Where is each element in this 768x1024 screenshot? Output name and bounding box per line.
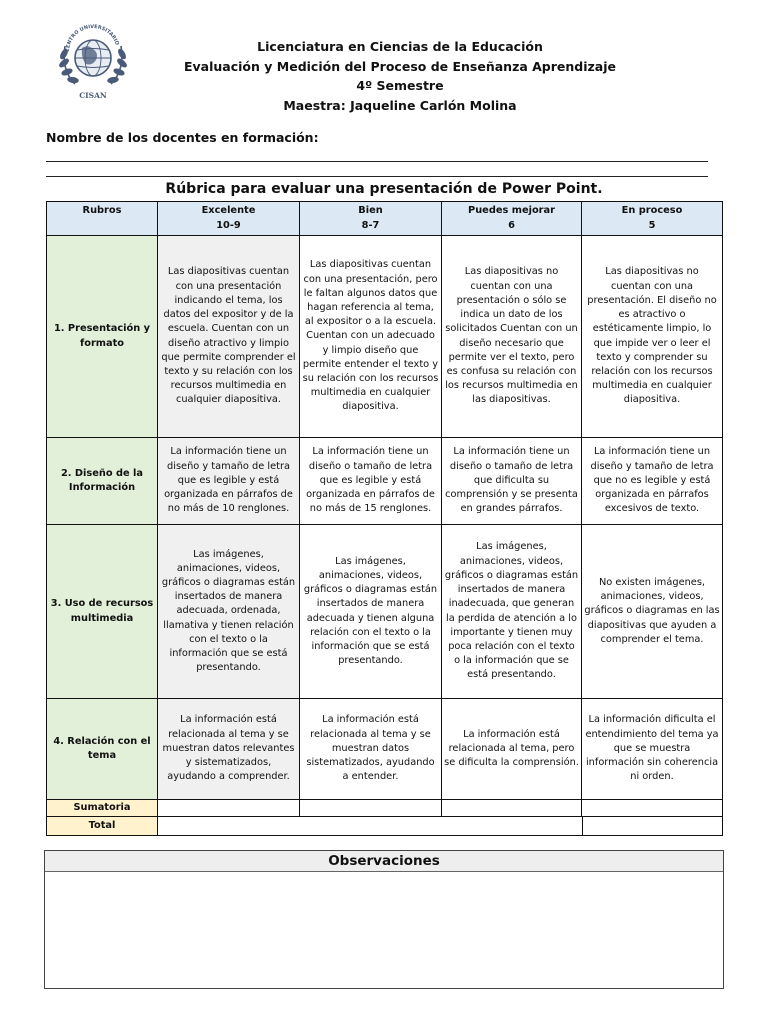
rubro-label: 1. Presentación y formato xyxy=(47,236,158,438)
total-row xyxy=(47,817,723,836)
cisan-logo xyxy=(55,18,131,102)
header-program: Licenciatura en Ciencias de la Educación xyxy=(257,39,543,54)
header-teacher: Maestra: Jaqueline Carlón Molina xyxy=(283,97,517,113)
document-header xyxy=(140,37,660,115)
cell-en-proceso: Las diapositivas no cuentan con una presentación. El diseño no es atractivo o estéticamente limpio, lo que impide ver o leer el texto y comprender su relación con los recursos multimedia en cualquier diapositiva. xyxy=(582,236,723,438)
docentes-label: Nombre de los docentes en formación: xyxy=(46,130,319,145)
rubric-row xyxy=(47,699,723,800)
header-excelente: Excelente 10-9 xyxy=(158,202,300,236)
header-rubros: Rubros xyxy=(47,202,158,236)
observaciones-box xyxy=(44,850,724,989)
cell-bien: La información está relacionada al tema y se muestran datos sistematizados, ayudando a entender. xyxy=(300,699,442,800)
logo-ring-text: CENTRO UNIVERSITARIO xyxy=(64,23,120,53)
cell-puedes-mejorar: La información está relacionada al tema, pero se dificulta la comprensión. xyxy=(442,699,582,800)
sumatoria-label: Sumatoria xyxy=(47,800,158,817)
sumatoria-excelente-cell[interactable] xyxy=(158,800,300,817)
sumatoria-row xyxy=(47,800,723,817)
total-value-cell[interactable] xyxy=(158,817,583,836)
total-extra-cell[interactable] xyxy=(583,817,723,836)
cell-excelente: La información está relacionada al tema y se muestran datos relevantes y sistematizados, ayudando a comprender. xyxy=(158,699,300,800)
rubric-row xyxy=(47,525,723,699)
rubro-label: 2. Diseño de la Información xyxy=(47,438,158,525)
cell-bien: Las diapositivas cuentan con una presentación, pero le faltan algunos datos que hagan referencia al tema, al expositor o a la escuela. Cuentan con un adecuado y limpio diseño que permite entender el texto y su relación con los recursos multimedia en cualquier diapositiva. xyxy=(300,236,442,438)
cell-excelente: Las diapositivas cuentan con una presentación indicando el tema, los datos del expositor y de la escuela. Cuentan con un diseño atractivo y limpio que permite comprender el texto y su relación con los recursos multimedia en cualquier diapositiva. xyxy=(158,236,300,438)
header-semester: 4º Semestre xyxy=(356,78,444,93)
cell-bien: La información tiene un diseño o tamaño de letra que es legible y está organizada en párrafos de no más de 15 renglones. xyxy=(300,438,442,525)
rubro-label: 4. Relación con el tema xyxy=(47,699,158,800)
sumatoria-bien-cell[interactable] xyxy=(300,800,442,817)
observaciones-title: Observaciones xyxy=(45,851,723,872)
header-course: Evaluación y Medición del Proceso de Enseñanza Aprendizaje xyxy=(184,58,616,74)
header-bien: Bien 8-7 xyxy=(300,202,442,236)
rubric-row xyxy=(47,438,723,525)
rubric-title: Rúbrica para evaluar una presentación de Power Point. xyxy=(165,181,603,197)
cell-puedes-mejorar: La información tiene un diseño o tamaño de letra que dificulta su comprensión y se presenta en grandes párrafos. xyxy=(442,438,582,525)
sumatoria-mejorar-cell[interactable] xyxy=(442,800,582,817)
rubric-header-row xyxy=(47,202,723,236)
rubric-table xyxy=(46,201,723,836)
header-en-proceso: En proceso 5 xyxy=(582,202,723,236)
name-blank-line-2[interactable] xyxy=(46,176,708,177)
observaciones-area[interactable] xyxy=(45,872,723,988)
cell-excelente: La información tiene un diseño y tamaño de letra que es legible y está organizada en párrafos de no más de 10 renglones. xyxy=(158,438,300,525)
rubric-row xyxy=(47,236,723,438)
cell-en-proceso: La información dificulta el entendimiento del tema ya que se muestra información sin coherencia ni orden. xyxy=(582,699,723,800)
header-puedes-mejorar: Puedes mejorar 6 xyxy=(442,202,582,236)
cell-en-proceso: La información tiene un diseño y tamaño de letra que no es legible y está organizada en párrafos excesivos de texto. xyxy=(582,438,723,525)
cell-excelente: Las imágenes, animaciones, videos, gráficos o diagramas están insertados de manera adecuada, ordenada, llamativa y tienen relación con el texto o la información que se está presentando. xyxy=(158,525,300,699)
cell-bien: Las imágenes, animaciones, videos, gráficos o diagramas están insertados de manera adecuada y tienen alguna relación con el texto o la información que se está presentando. xyxy=(300,525,442,699)
name-blank-line-1[interactable] xyxy=(46,161,708,162)
total-label: Total xyxy=(47,817,158,836)
cell-en-proceso: No existen imágenes, animaciones, videos, gráficos o diagramas en las diapositivas que ayuden a comprender el tema. xyxy=(582,525,723,699)
sumatoria-proceso-cell[interactable] xyxy=(582,800,723,817)
logo-text: CISAN xyxy=(79,91,107,100)
cell-puedes-mejorar: Las imágenes, animaciones, videos, gráficos o diagramas están insertados de manera inadecuada, que generan la perdida de atención a lo importante y tienen muy poca relación con el texto o la información que se está presentando. xyxy=(442,525,582,699)
cell-puedes-mejorar: Las diapositivas no cuentan con una presentación o sólo se indica un dato de los solicitados Cuentan con un diseño necesario que permite ver el texto, pero es confusa su relación con los recursos multimedia en las diapositivas. xyxy=(442,236,582,438)
rubro-label: 3. Uso de recursos multimedia xyxy=(47,525,158,699)
